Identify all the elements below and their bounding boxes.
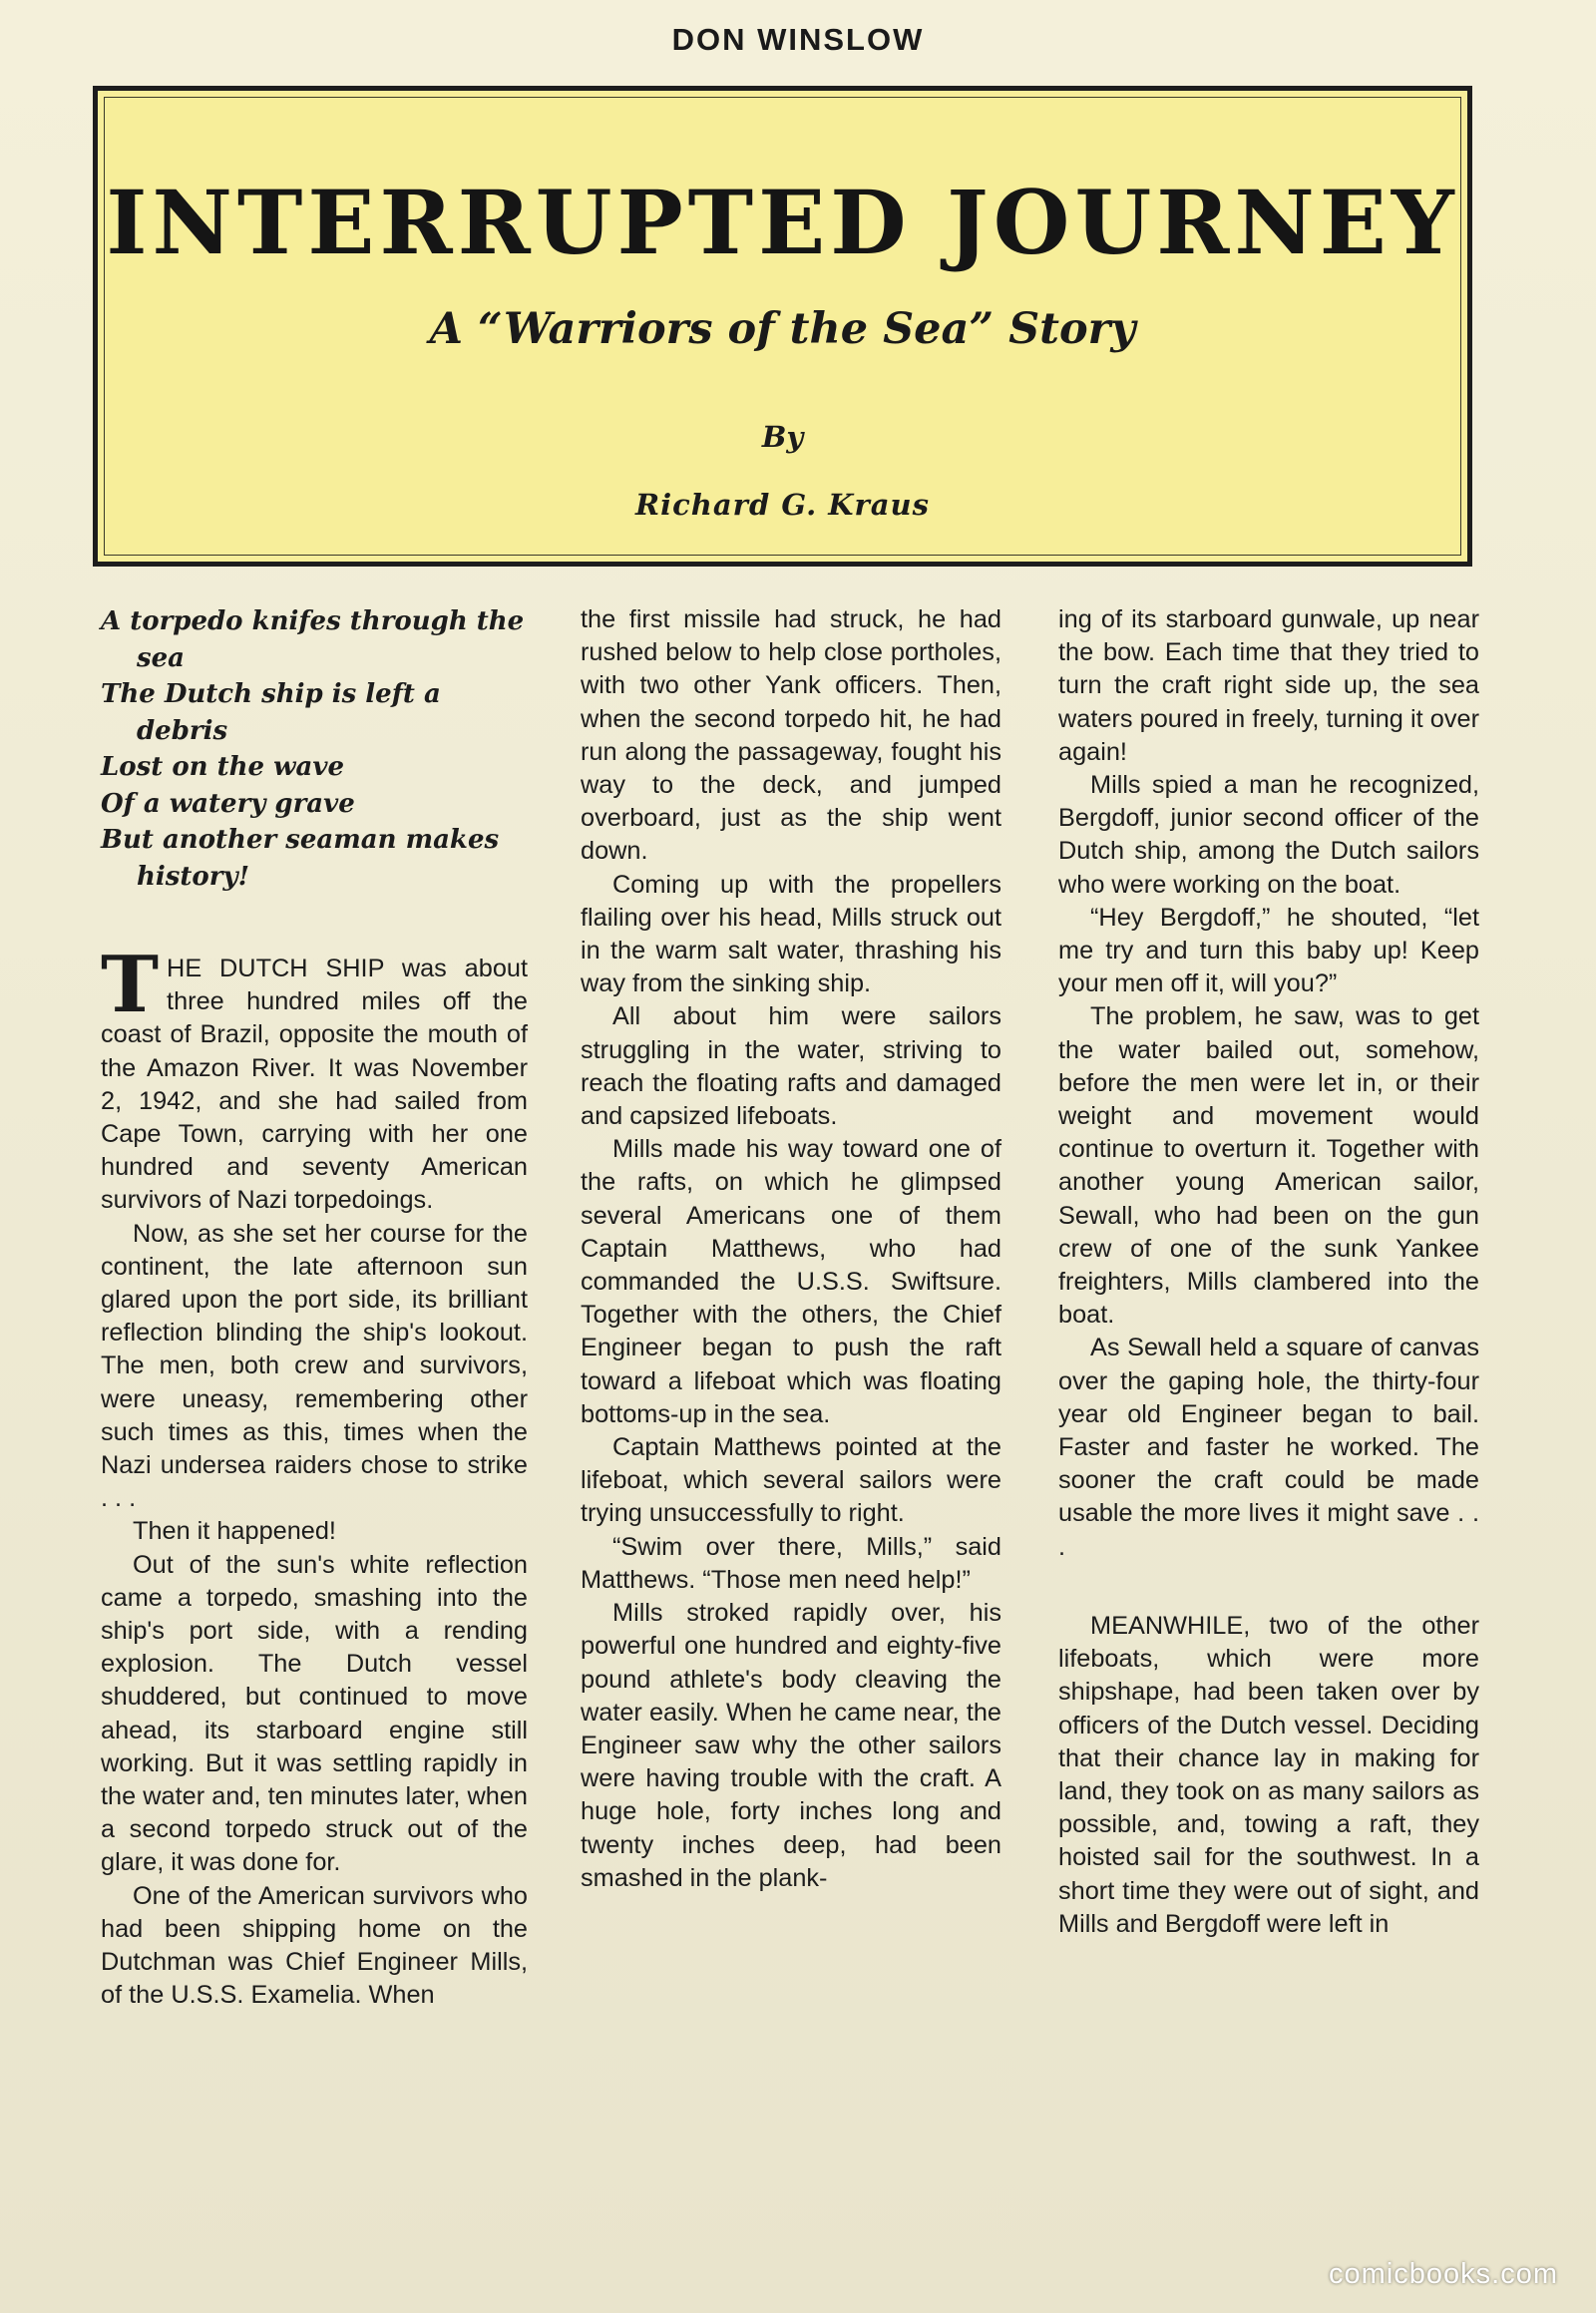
text-column-1	[101, 603, 528, 2013]
verse-line: A torpedo knifes through the sea	[101, 606, 525, 673]
paragraph: ing of its starboard gunwale, up near the bow. Each time that they tried to turn the craft right side up, the sea waters poured in freely, turning it over again!	[1058, 605, 1479, 766]
byline-label: By	[761, 420, 804, 454]
intro-verse	[101, 603, 528, 895]
verse-line: Of a watery grave	[101, 788, 355, 819]
story-title: INTERRUPTED JOURNEY	[106, 171, 1459, 274]
paragraph: Mills spied a man he recognized, Bergdoff, junior second officer of the Dutch ship, among the Dutch sailors who were working on the boat.	[1058, 771, 1479, 899]
paragraph: One of the American survivors who had been shipping home on the Dutchman was Chief Engineer Mills, of the U.S.S. Examelia. When	[101, 1881, 528, 2010]
paragraph: “Swim over there, Mills,” said Matthews. “Those men need help!”	[581, 1532, 1001, 1594]
text-column-2	[581, 603, 1001, 1895]
drop-cap: T	[101, 940, 160, 1030]
paragraph: the first missile had struck, he had rushed below to help close portholes, with two other Yank officers. Then, when the second torpedo hit, he had run along the passageway, fought his way to the deck, and jumped overboard, just as the ship went down.	[581, 605, 1001, 866]
paragraph: MEANWHILE, two of the other lifeboats, which were more shipshape, had been taken over by officers of the Dutch vessel. Deciding that their chance lay in making for land, they took on as many sailors as possible, and, towing a raft, they hoisted sail for the southwest. In a short time they were out of sight, and Mills and Bergdoff were left in	[1058, 1611, 1479, 1938]
site-watermark: comicbooks.com	[1329, 2258, 1558, 2290]
author-name: Richard G. Kraus	[635, 488, 930, 522]
verse-line: Lost on the wave	[101, 752, 345, 782]
text-column-3	[1058, 603, 1479, 1941]
paragraph: Captain Matthews pointed at the lifeboat, which several sailors were trying unsuccessfully to right.	[581, 1433, 1001, 1528]
paragraph: As Sewall held a square of canvas over the gaping hole, the thirty-four year old Engineer began to bail. Faster and faster he worked. The sooner the craft could be made usable the more lives it might save . . .	[1058, 1334, 1479, 1561]
paragraph: All about him were sailors struggling in the water, striving to reach the floating rafts and damaged and capsized lifeboats.	[581, 1002, 1001, 1131]
paragraph: The problem, he saw, was to get the water bailed out, somehow, before the men were let in, or their weight and movement would continue to overturn it. Together with another young American sailor, Sewall, who had been on the gun crew of one of the sunk Yankee freighters, Mills clambered into the boat.	[1058, 1002, 1479, 1330]
lead-text: HE DUTCH SHIP was about three hundred miles off the coast of Brazil, opposite the mouth of the Amazon River. It was November 2, 1942, and she had sailed from Cape Town, carrying with her one hundred and seventy American survivors of Nazi torpedoings.	[101, 955, 528, 1215]
verse-line: But another seaman makes history!	[101, 825, 500, 892]
paragraph: Then it happened!	[133, 1517, 336, 1546]
paragraph: Coming up with the propellers flailing over his head, Mills struck out in the warm salt water, thrashing his way from the sinking ship.	[581, 870, 1001, 998]
paragraph: Mills stroked rapidly over, his powerful one hundred and eighty-five pound athlete's body cleaving the water easily. When he came near, the Engineer saw why the other sailors were having trouble with the craft. A huge hole, forty inches long and twenty inches deep, had been smashed in the plank-	[581, 1599, 1001, 1892]
paragraph: Now, as she set her course for the continent, the late afternoon sun glared upon the port side, its brilliant reflection blinding the ship's lookout. The men, both crew and survivors, were uneasy, remembering other such times as this, times when the Nazi undersea raiders chose to strike . . .	[101, 1219, 528, 1513]
paragraph: “Hey Bergdoff,” he shouted, “let me try and turn this baby up! Keep your men off it, will you?”	[1058, 903, 1479, 998]
verse-line: The Dutch ship is left a debris	[101, 679, 441, 746]
paragraph: Out of the sun's white reflection came a torpedo, smashing into the ship's port side, with a rending explosion. The Dutch vessel shuddered, but continued to move ahead, its starboard engine still working. But it was settling rapidly in the water and, ten minutes later, when a second torpedo struck out of the glare, it was done for.	[101, 1550, 528, 1877]
section-break	[1058, 1564, 1479, 1610]
lead-paragraph	[101, 940, 528, 1218]
running-header: DON WINSLOW	[671, 22, 925, 57]
story-subtitle: A “Warriors of the Sea” Story	[429, 304, 1136, 354]
title-box	[93, 86, 1472, 567]
paragraph: Mills made his way toward one of the rafts, on which he glimpsed several Americans one of them Captain Matthews, who had commanded the U.S.S. Swiftsure. Together with the others, the Chief Engineer began to push the raft toward a lifeboat which was floating bottoms-up in the sea.	[581, 1135, 1001, 1428]
